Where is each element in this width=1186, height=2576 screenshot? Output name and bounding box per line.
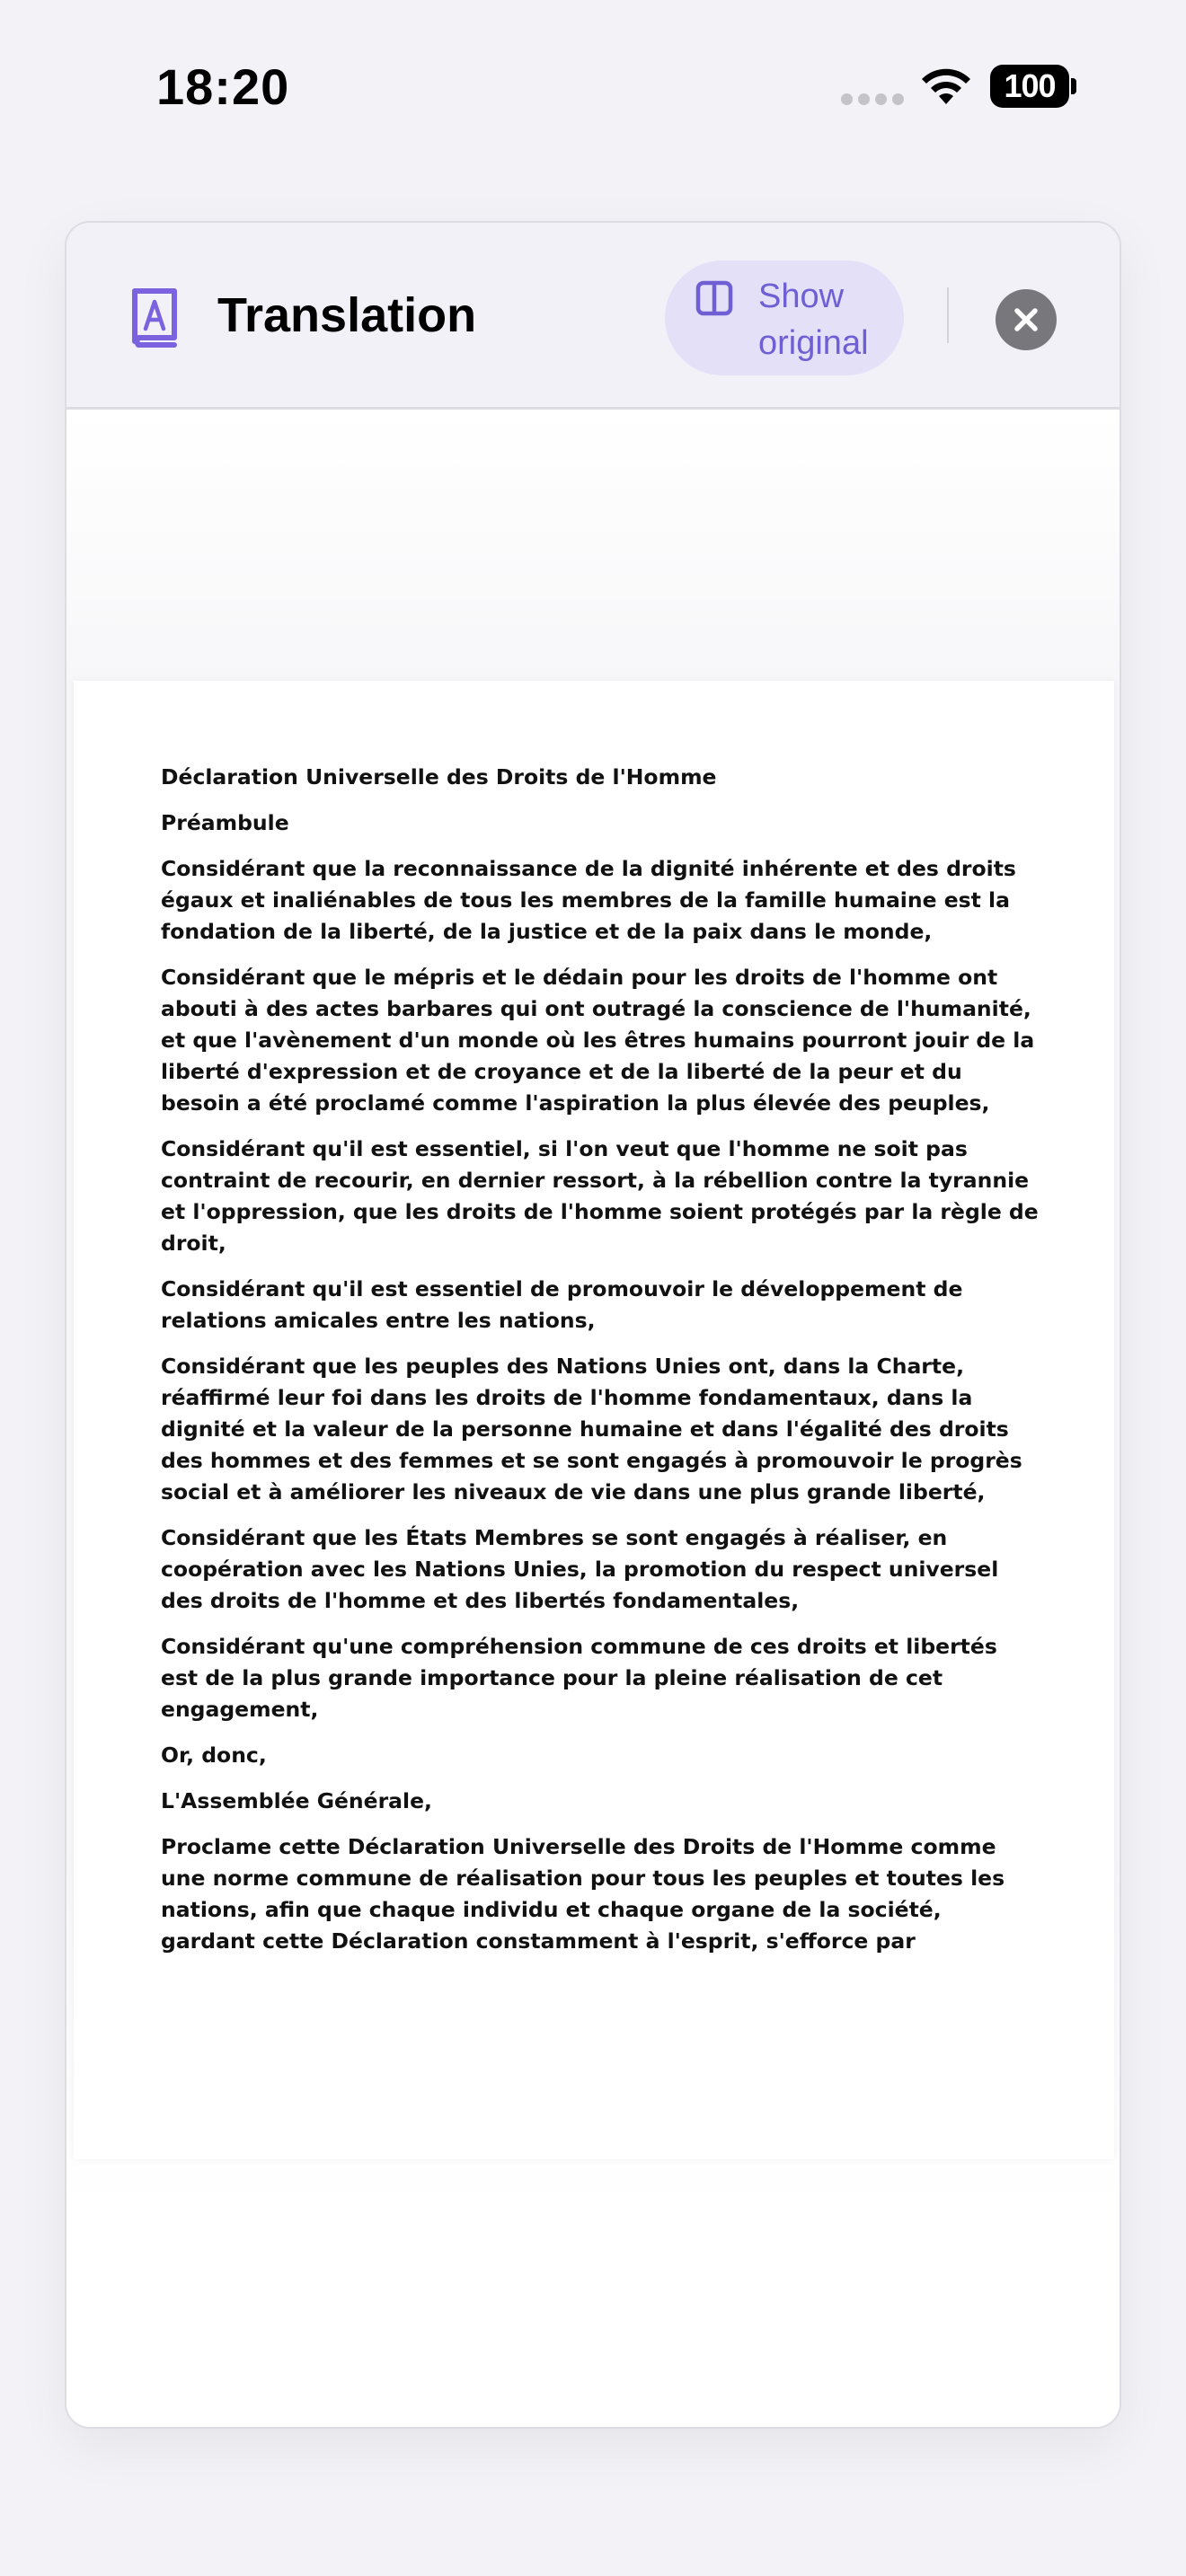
document-paragraph: Considérant que le mépris et le dédain pour les droits de l'homme ont abouti à des actes barbares qui ont outragé la conscience de l'humanité, et que l'avènement d'un monde où les êtres humains pourront jouir de la liberté d'expression et de croyance et de la liberté de la peur et du besoin a été proclamé comme l'aspiration la plus élevée des peuples, — [161, 965, 1035, 1116]
document-paragraph: Considérant qu'une compréhension commune de ces droits et libertés est de la plus grande importance pour la pleine réalisation de cet engagement, — [161, 1634, 997, 1722]
wifi-icon — [918, 65, 974, 108]
sheet-header — [66, 223, 1120, 410]
document-paragraph: Déclaration Universelle des Droits de l'Homme — [161, 764, 717, 790]
document-paragraph: Or, donc, — [161, 1742, 267, 1768]
document-paragraph: Préambule — [161, 810, 289, 835]
document-paragraph: Considérant que les peuples des Nations Unies ont, dans la Charte, réaffirmé leur foi dans les droits de l'homme fondamentaux, dans la dignité et la valeur de la personne humaine et dans l'égalité des droits des hommes et des femmes et se sont engagés à promouvoir le progrès social et à améliorer les niveaux de vie dans une plus grande liberté, — [161, 1354, 1022, 1504]
battery-icon — [990, 65, 1076, 108]
header-divider — [947, 287, 949, 343]
document-paragraph: Considérant que les États Membres se sont engagés à réaliser, en coopération avec les Nations Unies, la promotion du respect universel des droits de l'homme et des libertés fondamentales, — [161, 1525, 999, 1613]
document-paragraph: L'Assemblée Générale, — [161, 1788, 432, 1813]
document-text — [161, 762, 1041, 1972]
close-icon — [1013, 306, 1040, 333]
status-time: 18:20 — [156, 58, 290, 115]
document-paragraph: Proclame cette Déclaration Universelle des Droits de l'Homme comme une norme commune de réalisation pour tous les peuples et toutes les nations, afin que chaque individu et chaque organe de la société, gardant cette Déclaration constamment à l'esprit, s'efforce par — [161, 1834, 1005, 1954]
close-button[interactable] — [996, 289, 1057, 350]
document-paragraph: Considérant que la reconnaissance de la dignité inhérente et des droits égaux et inaliénables de tous les membres de la famille humaine est la fondation de la liberté, de la justice et de la paix dans le monde, — [161, 856, 1016, 944]
book-translate-icon — [126, 286, 181, 350]
show-original-button[interactable] — [665, 260, 904, 375]
document-paragraph: Considérant qu'il est essentiel, si l'on veut que l'homme ne soit pas contraint de recourir, en dernier ressort, à la rébellion contre la tyrannie et l'oppression, que les droits de l'homme soient protégés par la règle de droit, — [161, 1136, 1039, 1256]
split-view-icon — [695, 280, 733, 316]
cellular-signal-icon — [841, 93, 904, 105]
show-original-label: Show original — [758, 278, 869, 362]
document-viewer[interactable] — [66, 410, 1120, 2429]
battery-level: 100 — [990, 65, 1069, 108]
sheet-title: Translation — [217, 288, 477, 342]
document-paragraph: Considérant qu'il est essentiel de promouvoir le développement de relations amicales entre les nations, — [161, 1276, 963, 1333]
status-bar — [0, 0, 1186, 171]
document-page — [74, 681, 1114, 2159]
translation-sheet — [65, 221, 1121, 2429]
